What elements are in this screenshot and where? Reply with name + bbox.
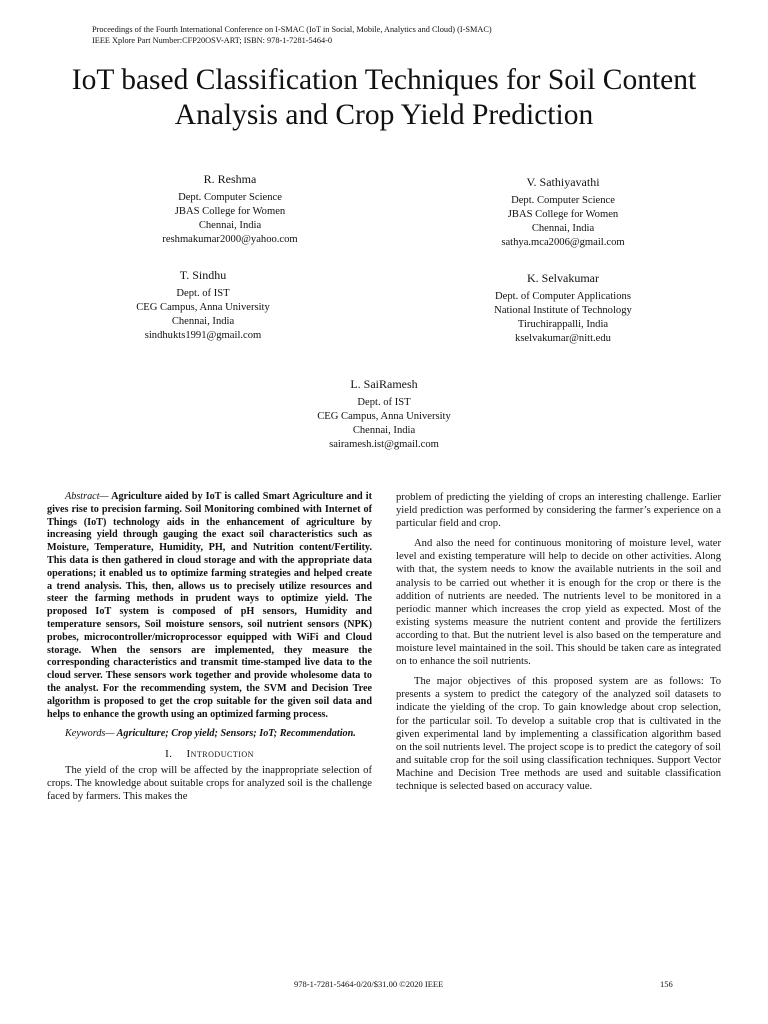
author-email: sairamesh.ist@gmail.com (329, 439, 439, 450)
intro-paragraph-2: And also the need for continuous monitoring of moisture level, water level and existing temperature will help to decide on other activities. Along with that, the system needs to know the available nutrients in the soil and analysis to be carried out whether it is enough for the crop or there is the addition of nutrients are needed. The nutrients level to be monitored in a periodic manner which increases the crop yield as expected. Most of the existing systems measure the nutrient content and provide the fertilizers according to that. But the nutrient level is also based on the temperature and moisture level maintained in the soil. This should be taken care as integrated on to enhance the soil nutrients. (396, 538, 721, 668)
section-number: I. (165, 748, 173, 761)
author-dept: Dept. Computer Science (178, 192, 282, 203)
title-line-2: Analysis and Crop Yield Prediction (174, 99, 594, 131)
abstract-label: Abstract— (65, 491, 109, 502)
author-email: reshmakumar2000@yahoo.com (162, 234, 298, 245)
author-city: Tiruchirappalli, India (517, 319, 609, 330)
author-email: sindhukts1991@gmail.com (144, 330, 262, 341)
running-header (92, 24, 492, 46)
author-block-2 (413, 175, 713, 250)
author-name: R. Reshma (203, 172, 257, 186)
author-block-4 (413, 271, 713, 346)
author-block-1 (80, 172, 380, 247)
author-block-3 (53, 268, 353, 343)
author-name: T. Sindhu (179, 268, 227, 282)
left-column (47, 491, 372, 811)
author-dept: Dept. of IST (176, 288, 230, 299)
author-org: National Institute of Technology (494, 305, 632, 316)
author-name: L. SaiRamesh (350, 377, 418, 391)
keywords (47, 728, 372, 741)
footer-copyright: 978-1-7281-5464-0/20/$31.00 ©2020 IEEE (294, 979, 444, 989)
author-name: V. Sathiyavathi (526, 175, 600, 189)
section-heading-introduction (47, 748, 372, 761)
keywords-text: Agriculture; Crop yield; Sensors; IoT; Recommendation. (114, 728, 356, 740)
paper-title (30, 63, 738, 133)
intro-paragraph-continued: problem of predicting the yielding of crops an interesting challenge. Earlier yield prediction was performed by considering the farmer’s experience on a particular field and crop. (396, 492, 721, 530)
header-line-1: Proceedings of the Fourth International Conference on I-SMAC (IoT in Social, Mobile, Analytics and Cloud) (I-SMAC) (92, 25, 492, 34)
author-org: CEG Campus, Anna University (317, 411, 451, 422)
abstract (47, 491, 372, 721)
header-line-2: IEEE Xplore Part Number:CFP20OSV-ART; ISBN: 978-1-7281-5464-0 (92, 36, 333, 45)
intro-paragraph-1: The yield of the crop will be affected by the inappropriate selection of crops. The knowledge about suitable crops for analyzed soil is the challenge faced by farmers. This makes the (47, 765, 372, 803)
author-city: Chennai, India (531, 223, 595, 234)
author-city: Chennai, India (171, 316, 235, 327)
author-city: Chennai, India (352, 425, 416, 436)
author-org: JBAS College for Women (174, 206, 286, 217)
section-title: Introduction (186, 748, 254, 761)
author-block-5 (234, 377, 534, 452)
abstract-text: Agriculture aided by IoT is called Smart Agriculture and it gives rise to precision farming. Soil Monitoring combined with Internet of Things (IoT) technology aids in the enhancement of agriculture by increasing yield through gauging the exact soil characteristics such as Moisture, Temperature, Humidity, PH, and Nutrition content/Fertility. This data is then gathered in cloud storage and with the appropriate data operations; it enabled us to optimize farming strategies and helped create a trend analysis. This, then, allows us to precisely utilize resources and steer the farming methods in prudent ways to optimize yield. The proposed IoT system is composed of pH sensors, Humidity and temperature sensors, Soil moisture sensors, soil nutrient sensors (NPK) probes, microcontroller/microprocessor equipped with WiFi and Cloud storage. When the sensors are implemented, they measure the corresponding characteristics and transmit time-stamped live data to the cloud server. These sensors work together and provide wholesome data to the analyst. For the recommending system, the SVM and Decision Tree algorithm is proposed to get the crop suitable for the given soil data and helps to enhance the growth using an optimized farming process. (47, 491, 372, 720)
author-dept: Dept. of Computer Applications (495, 291, 631, 302)
title-line-1: IoT based Classification Techniques for Soil Content (71, 64, 697, 96)
author-org: CEG Campus, Anna University (136, 302, 270, 313)
author-city: Chennai, India (198, 220, 262, 231)
author-email: kselvakumar@nitt.edu (515, 333, 611, 344)
author-name: K. Selvakumar (527, 271, 599, 285)
author-dept: Dept. of IST (357, 397, 411, 408)
author-email: sathya.mca2006@gmail.com (501, 237, 625, 248)
right-column (396, 491, 721, 800)
keywords-label: Keywords— (65, 728, 115, 740)
page-number: 156 (660, 979, 673, 989)
intro-paragraph-3: The major objectives of this proposed system are as follows: To presents a system to predict the category of the analyzed soil datasets to indicate the yielding of the crop. To gain knowledge about crop selection, for the particular soil. To develop a suitable crop that is cultivated in the given experimental land by implementing a classification algorithm based on the soil nutrients level. The project scope is to predict the category of soil and suitable crop for the soil using classification techniques. Support Vector Machine and Decision Tree methods are used and suitable classification technique is selected based on accuracy value. (396, 676, 721, 792)
author-dept: Dept. Computer Science (511, 195, 615, 206)
author-org: JBAS College for Women (507, 209, 619, 220)
